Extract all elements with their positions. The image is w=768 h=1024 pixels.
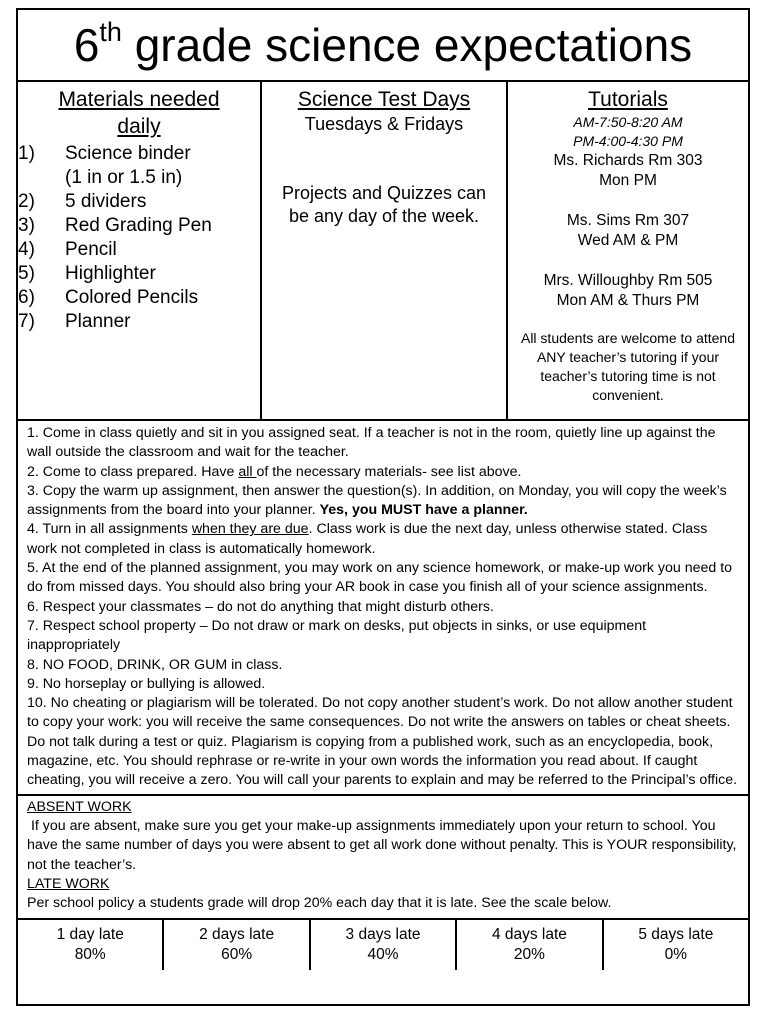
rule-item: 10. No cheating or plagiarism will be tolerated. Do not copy another student’s work. Do not allow another student to copy your work: you will receive the same consequences. Do not write the answers on tables or cheat sheets. Do not talk during a test or quiz. Plagiarism is copying from a published work, such as an encyclopedia, book, magazine, etc. You should rephrase or re-write in your own words the information you read about. If caught cheating, you will receive a zero. You will call your parents to explain and may be referred to the Principal’s office.: [27, 695, 738, 789]
tutor-richards-time: Mon PM: [599, 172, 657, 189]
materials-column: [18, 82, 262, 419]
materials-list: [18, 142, 260, 334]
scale-cell: 3 days late 40%: [311, 920, 457, 970]
list-text: 5 dividers: [65, 191, 147, 212]
rule-item: 8. NO FOOD, DRINK, OR GUM in class.: [27, 656, 283, 673]
scale-cell: 5 days late 0%: [638, 925, 714, 963]
late-heading: LATE WORK: [27, 875, 110, 892]
list-item: [18, 310, 260, 334]
list-item: [18, 286, 260, 310]
title-text: grade science expectations: [121, 19, 693, 71]
projects-quizzes-note: Projects and Quizzes can be any day of the week.: [281, 183, 487, 226]
scale-cell: 4 days late 20%: [457, 920, 603, 970]
rule-item: 4. Turn in all assignments when they are due. Class work is due the next day, unless otherwise stated. Class work not completed in class is automatically homework.: [27, 521, 708, 557]
list-number: 2): [18, 191, 35, 212]
absent-text: If you are absent, make sure you get your make-up assignments immediately upon your return to school. You have the same number of days you were absent to get all work done without penalty. This is YOUR responsibility, not the teacher’s.: [27, 817, 741, 873]
scale-cell: 2 days late 60%: [164, 920, 310, 970]
list-text: Colored Pencils: [65, 287, 199, 308]
tutoring-note: All students are welcome to attend ANY teacher’s tutoring if your teacher’s tutoring time is not convenient.: [520, 330, 735, 403]
list-text: Pencil: [65, 239, 117, 260]
tutorial-pm-time: PM-4:00-4:30 PM: [573, 133, 683, 149]
test-days-text: Tuesdays & Fridays: [304, 114, 464, 134]
tutor-sims-time: Wed AM & PM: [577, 232, 679, 249]
tutor-willoughby-time: Mon AM & Thurs PM: [556, 292, 700, 309]
materials-heading: Materials needed daily: [58, 88, 220, 138]
list-text: Science binder (1 in or 1.5 in): [65, 143, 191, 188]
page-title: [18, 10, 748, 82]
list-text: Planner: [65, 311, 131, 332]
list-number: 7): [18, 311, 35, 332]
rule-item: 5. At the end of the planned assignment, you may work on any science homework, or make-up work you need to do from missed days. You should also bring your AR book in case you finish all of your science assignments.: [27, 560, 733, 596]
tutorials-heading: Tutorials: [588, 88, 668, 111]
rule-item: 1. Come in class quietly and sit in you assigned seat. If a teacher is not in the room, quietly line up against the wall outside the classroom and wait for the teacher.: [27, 425, 716, 461]
rules-section: [18, 421, 748, 796]
list-text: Red Grading Pen: [65, 215, 212, 236]
list-item: [18, 262, 260, 286]
rule-item: 2. Come to class prepared. Have all of the necessary materials- see list above.: [27, 463, 522, 480]
late-scale-table: [18, 920, 748, 970]
scale-cell: 1 day late 80%: [18, 920, 164, 970]
title-number: 6: [73, 19, 100, 71]
rule-item: 6. Respect your classmates – do not do anything that might disturb others.: [27, 598, 494, 615]
list-item: [18, 142, 260, 190]
list-number: 5): [18, 263, 35, 284]
rule-item: 9. No horseplay or bullying is allowed.: [27, 675, 266, 692]
rule-item: 7. Respect school property – Do not draw or mark on desks, put objects in sinks, or use equipment inappropriately: [27, 617, 647, 654]
tutor-willoughby: Mrs. Willoughby Rm 505: [543, 272, 713, 289]
list-number: 6): [18, 287, 35, 308]
absent-heading: ABSENT WORK: [27, 798, 132, 815]
title-superscript: th: [99, 16, 122, 47]
list-item: [18, 190, 260, 214]
list-number: 1): [18, 143, 35, 164]
tutor-sims: Ms. Sims Rm 307: [566, 212, 690, 229]
late-text: Per school policy a students grade will drop 20% each day that it is late. See the scale below.: [27, 895, 612, 912]
rule-item: 3. Copy the warm up assignment, then answer the question(s). In addition, on Monday, you will copy the week’s assignments from the board into your planner. Yes, you MUST have a planner.: [27, 482, 727, 519]
tutorial-am-time: AM-7:50-8:20 AM: [573, 114, 683, 130]
test-days-heading: Science Test Days: [297, 88, 471, 111]
list-item: [18, 214, 260, 238]
info-row: [18, 82, 748, 421]
tutor-richards: Ms. Richards Rm 303: [553, 152, 703, 169]
expectations-sheet: [16, 8, 750, 1006]
list-item: [18, 238, 260, 262]
test-days-column: [262, 82, 508, 419]
list-number: 4): [18, 239, 35, 260]
list-text: Highlighter: [65, 263, 156, 284]
tutorials-column: [508, 82, 748, 419]
absent-late-section: [18, 796, 748, 920]
list-number: 3): [18, 215, 35, 236]
